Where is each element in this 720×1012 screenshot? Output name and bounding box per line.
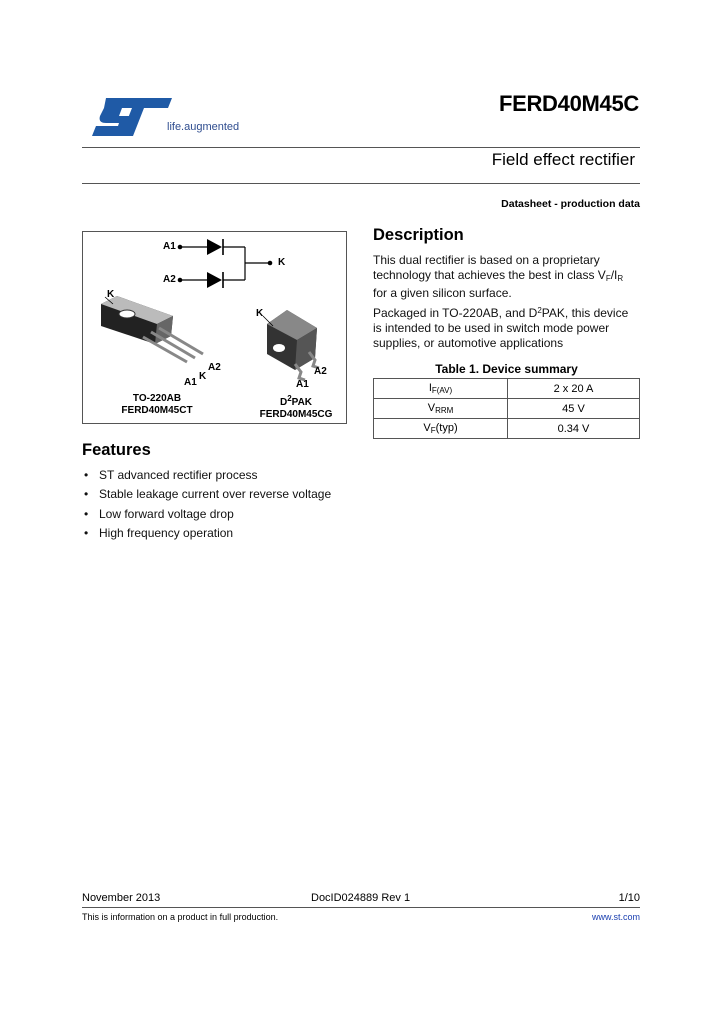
table-row	[374, 379, 640, 399]
pin-label-a1: A1	[163, 241, 176, 252]
to220-a1-label: A1	[184, 377, 197, 388]
feature-list	[82, 468, 331, 545]
to220-caption	[103, 393, 211, 417]
d2pak-caption	[241, 393, 351, 421]
subtitle-divider	[82, 183, 640, 184]
table-row	[374, 399, 640, 419]
footer-website-link[interactable]: www.st.com	[591, 912, 640, 922]
description-paragraph-2: Packaged in TO-220AB, and $D^2PAK$, this device is intended to be used in switch mode power supplies, or automotive applications	[373, 306, 629, 350]
feature-item: • ST advanced rectifier process	[82, 468, 331, 487]
to220-order-code: FERD40M45CT	[121, 405, 193, 416]
d2pak-package-drawing	[263, 310, 319, 380]
d2pak-a1-label: A1	[296, 379, 309, 390]
to220-package-name: TO-220AB	[132, 393, 182, 404]
d2pak-order-code: FERD40M45CG	[259, 409, 333, 420]
value-cell: 45 V	[508, 399, 640, 419]
d2pak-k-label: K	[256, 308, 264, 319]
description-heading: Description	[373, 226, 464, 244]
value-cell: 0.34 V	[508, 419, 640, 439]
footer-divider	[82, 907, 640, 908]
feature-item: • High frequency operation	[82, 526, 331, 545]
d2pak-a2-label: A2	[314, 366, 327, 377]
parameter-cell: $V_{RRM}$	[374, 399, 508, 419]
to220-tab-k-label: K	[107, 289, 115, 300]
to220-k-label: K	[199, 371, 207, 382]
value-cell: 2 x 20 A	[508, 379, 640, 399]
document-subtitle: Field effect rectifier	[491, 150, 635, 169]
package-figure	[82, 231, 347, 424]
part-number: FERD40M45C	[498, 91, 639, 116]
feature-item: • Low forward voltage drop	[82, 507, 331, 526]
footer-date: November 2013	[82, 892, 161, 904]
to220-a2-label: A2	[208, 362, 221, 373]
d2pak-package-name: $D^2PAK$	[279, 394, 313, 408]
table-row	[374, 419, 640, 439]
pin-label-a2: A2	[163, 274, 176, 285]
to220-package-drawing	[101, 296, 203, 362]
device-summary-table	[373, 378, 640, 439]
header-divider	[82, 147, 640, 148]
tagline: life.augmented	[167, 121, 240, 133]
footer-page-number: 1/10	[618, 892, 640, 904]
footer-note: This is information on a product in full production.	[82, 912, 279, 922]
table-caption: Table 1. Device summary	[435, 362, 578, 376]
description-paragraph-1: This dual rectifier is based on a proprietary technology that achieves the best in class $V_F/I_R$ for a given silicon surface.	[373, 253, 624, 300]
features-heading: Features	[82, 441, 151, 459]
datasheet-label: Datasheet - production data	[501, 198, 640, 210]
pin-label-k: K	[278, 257, 286, 268]
footer-doc-id: DocID024889 Rev 1	[311, 892, 411, 904]
st-logo	[92, 98, 172, 141]
feature-item: • Stable leakage current over reverse voltage	[82, 487, 331, 506]
parameter-cell: $V_F(typ)$	[374, 419, 508, 439]
parameter-cell: $I_{F(AV)}$	[374, 379, 508, 399]
